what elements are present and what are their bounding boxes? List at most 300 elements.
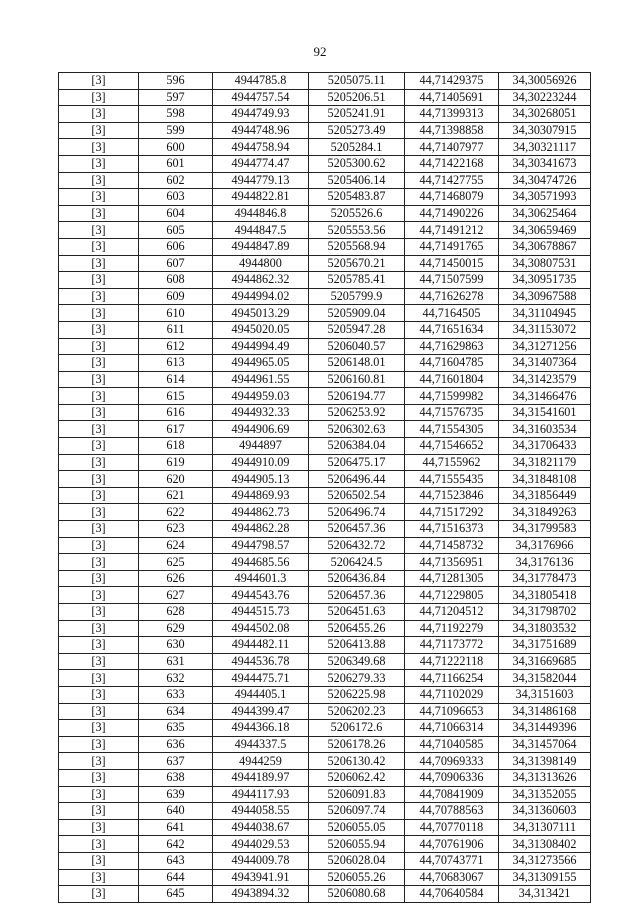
x-coordinate-cell: 4944862.32 [213, 272, 309, 289]
y-coordinate-cell: 5206279.33 [309, 670, 405, 687]
x-coordinate-cell: 4944959.03 [213, 388, 309, 405]
point-number-cell: 599 [139, 122, 213, 139]
y-coordinate-cell: 5206457.36 [309, 587, 405, 604]
x-coordinate-cell: 4944366.18 [213, 720, 309, 737]
latitude-cell: 44,70788563 [405, 803, 499, 820]
y-coordinate-cell: 5206160.81 [309, 371, 405, 388]
point-number-cell: 600 [139, 139, 213, 156]
y-coordinate-cell: 5206349.68 [309, 653, 405, 670]
point-number-cell: 637 [139, 753, 213, 770]
table-row [59, 155, 591, 172]
x-coordinate-cell: 4944961.55 [213, 371, 309, 388]
y-coordinate-cell: 5206455.26 [309, 620, 405, 637]
y-coordinate-cell: 5205553.56 [309, 222, 405, 239]
longitude-cell: 34,30474726 [499, 172, 591, 189]
longitude-cell: 34,30951735 [499, 272, 591, 289]
table-row [59, 438, 591, 455]
x-coordinate-cell: 4944749.93 [213, 106, 309, 123]
source-ref-cell: [3] [59, 172, 139, 189]
point-number-cell: 636 [139, 736, 213, 753]
source-ref-cell: [3] [59, 189, 139, 206]
longitude-cell: 34,31449396 [499, 720, 591, 737]
longitude-cell: 34,31313626 [499, 769, 591, 786]
y-coordinate-cell: 5206451.63 [309, 604, 405, 621]
y-coordinate-cell: 5205526.6 [309, 205, 405, 222]
x-coordinate-cell: 4944910.09 [213, 454, 309, 471]
x-coordinate-cell: 4944758.94 [213, 139, 309, 156]
x-coordinate-cell: 4944847.5 [213, 222, 309, 239]
table-row [59, 89, 591, 106]
point-number-cell: 641 [139, 819, 213, 836]
latitude-cell: 44,71204512 [405, 604, 499, 621]
point-number-cell: 631 [139, 653, 213, 670]
point-number-cell: 603 [139, 189, 213, 206]
y-coordinate-cell: 5206080.68 [309, 886, 405, 903]
source-ref-cell: [3] [59, 238, 139, 255]
source-ref-cell: [3] [59, 106, 139, 123]
longitude-cell: 34,3176136 [499, 554, 591, 571]
longitude-cell: 34,31848108 [499, 471, 591, 488]
table-row [59, 769, 591, 786]
source-ref-cell: [3] [59, 404, 139, 421]
latitude-cell: 44,71490226 [405, 205, 499, 222]
latitude-cell: 44,71166254 [405, 670, 499, 687]
point-number-cell: 626 [139, 570, 213, 587]
x-coordinate-cell: 4944757.54 [213, 89, 309, 106]
y-coordinate-cell: 5206178.26 [309, 736, 405, 753]
source-ref-cell: [3] [59, 753, 139, 770]
table-row [59, 886, 591, 903]
x-coordinate-cell: 4944502.08 [213, 620, 309, 637]
longitude-cell: 34,30307915 [499, 122, 591, 139]
source-ref-cell: [3] [59, 703, 139, 720]
x-coordinate-cell: 4944482.11 [213, 637, 309, 654]
point-number-cell: 610 [139, 305, 213, 322]
longitude-cell: 34,30571993 [499, 189, 591, 206]
longitude-cell: 34,31104945 [499, 305, 591, 322]
latitude-cell: 44,7164505 [405, 305, 499, 322]
table-row [59, 454, 591, 471]
table-row [59, 686, 591, 703]
y-coordinate-cell: 5206130.42 [309, 753, 405, 770]
point-number-cell: 643 [139, 852, 213, 869]
source-ref-cell: [3] [59, 620, 139, 637]
y-coordinate-cell: 5205206.51 [309, 89, 405, 106]
x-coordinate-cell: 4944932.33 [213, 404, 309, 421]
x-coordinate-cell: 4944994.02 [213, 288, 309, 305]
y-coordinate-cell: 5206496.44 [309, 471, 405, 488]
source-ref-cell: [3] [59, 454, 139, 471]
table-row [59, 703, 591, 720]
table-row [59, 73, 591, 90]
point-number-cell: 618 [139, 438, 213, 455]
longitude-cell: 34,31803532 [499, 620, 591, 637]
x-coordinate-cell: 4944399.47 [213, 703, 309, 720]
table-row [59, 471, 591, 488]
source-ref-cell: [3] [59, 487, 139, 504]
point-number-cell: 596 [139, 73, 213, 90]
latitude-cell: 44,71173772 [405, 637, 499, 654]
latitude-cell: 44,71516373 [405, 521, 499, 538]
x-coordinate-cell: 4944515.73 [213, 604, 309, 621]
longitude-cell: 34,31352055 [499, 786, 591, 803]
x-coordinate-cell: 4944994.49 [213, 338, 309, 355]
latitude-cell: 44,71507599 [405, 272, 499, 289]
source-ref-cell: [3] [59, 205, 139, 222]
source-ref-cell: [3] [59, 819, 139, 836]
x-coordinate-cell: 4944475.71 [213, 670, 309, 687]
longitude-cell: 34,30659469 [499, 222, 591, 239]
latitude-cell: 44,71427755 [405, 172, 499, 189]
point-number-cell: 624 [139, 537, 213, 554]
point-number-cell: 608 [139, 272, 213, 289]
longitude-cell: 34,31308402 [499, 836, 591, 853]
point-number-cell: 642 [139, 836, 213, 853]
x-coordinate-cell: 4944117.93 [213, 786, 309, 803]
source-ref-cell: [3] [59, 720, 139, 737]
source-ref-cell: [3] [59, 886, 139, 903]
y-coordinate-cell: 5205075.11 [309, 73, 405, 90]
table-row [59, 587, 591, 604]
longitude-cell: 34,30341673 [499, 155, 591, 172]
point-number-cell: 625 [139, 554, 213, 571]
latitude-cell: 44,71398858 [405, 122, 499, 139]
point-number-cell: 615 [139, 388, 213, 405]
y-coordinate-cell: 5206436.84 [309, 570, 405, 587]
y-coordinate-cell: 5206091.83 [309, 786, 405, 803]
table-row [59, 620, 591, 637]
latitude-cell: 44,71555435 [405, 471, 499, 488]
latitude-cell: 44,71629863 [405, 338, 499, 355]
point-number-cell: 645 [139, 886, 213, 903]
y-coordinate-cell: 5206424.5 [309, 554, 405, 571]
coordinates-table-body [59, 73, 591, 903]
x-coordinate-cell: 4944798.57 [213, 537, 309, 554]
latitude-cell: 44,71229805 [405, 587, 499, 604]
y-coordinate-cell: 5205483.87 [309, 189, 405, 206]
longitude-cell: 34,31398149 [499, 753, 591, 770]
table-row [59, 836, 591, 853]
longitude-cell: 34,31309155 [499, 869, 591, 886]
point-number-cell: 619 [139, 454, 213, 471]
point-number-cell: 612 [139, 338, 213, 355]
latitude-cell: 44,71491765 [405, 238, 499, 255]
source-ref-cell: [3] [59, 521, 139, 538]
latitude-cell: 44,71546652 [405, 438, 499, 455]
source-ref-cell: [3] [59, 637, 139, 654]
source-ref-cell: [3] [59, 355, 139, 372]
latitude-cell: 44,70683067 [405, 869, 499, 886]
x-coordinate-cell: 4944189.97 [213, 769, 309, 786]
longitude-cell: 34,31271256 [499, 338, 591, 355]
point-number-cell: 627 [139, 587, 213, 604]
y-coordinate-cell: 5206062.42 [309, 769, 405, 786]
latitude-cell: 44,71626278 [405, 288, 499, 305]
x-coordinate-cell: 4944536.78 [213, 653, 309, 670]
longitude-cell: 34,31849263 [499, 504, 591, 521]
y-coordinate-cell: 5205785.41 [309, 272, 405, 289]
point-number-cell: 598 [139, 106, 213, 123]
latitude-cell: 44,7155962 [405, 454, 499, 471]
source-ref-cell: [3] [59, 736, 139, 753]
x-coordinate-cell: 4944785.8 [213, 73, 309, 90]
source-ref-cell: [3] [59, 272, 139, 289]
source-ref-cell: [3] [59, 222, 139, 239]
point-number-cell: 630 [139, 637, 213, 654]
x-coordinate-cell: 4944862.28 [213, 521, 309, 538]
table-row [59, 736, 591, 753]
y-coordinate-cell: 5206302.63 [309, 421, 405, 438]
point-number-cell: 639 [139, 786, 213, 803]
y-coordinate-cell: 5205300.62 [309, 155, 405, 172]
source-ref-cell: [3] [59, 288, 139, 305]
y-coordinate-cell: 5205947.28 [309, 321, 405, 338]
latitude-cell: 44,71601804 [405, 371, 499, 388]
table-row [59, 803, 591, 820]
x-coordinate-cell: 4944405.1 [213, 686, 309, 703]
longitude-cell: 34,30807531 [499, 255, 591, 272]
x-coordinate-cell: 4944748.96 [213, 122, 309, 139]
point-number-cell: 606 [139, 238, 213, 255]
y-coordinate-cell: 5206055.26 [309, 869, 405, 886]
source-ref-cell: [3] [59, 587, 139, 604]
longitude-cell: 34,31407364 [499, 355, 591, 372]
longitude-cell: 34,30056926 [499, 73, 591, 90]
y-coordinate-cell: 5206055.94 [309, 836, 405, 853]
latitude-cell: 44,71192279 [405, 620, 499, 637]
y-coordinate-cell: 5206432.72 [309, 537, 405, 554]
point-number-cell: 620 [139, 471, 213, 488]
point-number-cell: 604 [139, 205, 213, 222]
table-row [59, 139, 591, 156]
latitude-cell: 44,71407977 [405, 139, 499, 156]
source-ref-cell: [3] [59, 305, 139, 322]
table-row [59, 338, 591, 355]
longitude-cell: 34,31603534 [499, 421, 591, 438]
latitude-cell: 44,71491212 [405, 222, 499, 239]
point-number-cell: 605 [139, 222, 213, 239]
longitude-cell: 34,31798702 [499, 604, 591, 621]
longitude-cell: 34,31821179 [499, 454, 591, 471]
point-number-cell: 597 [139, 89, 213, 106]
table-row [59, 554, 591, 571]
table-row [59, 521, 591, 538]
table-row [59, 819, 591, 836]
longitude-cell: 34,30625464 [499, 205, 591, 222]
y-coordinate-cell: 5206253.92 [309, 404, 405, 421]
longitude-cell: 34,31153072 [499, 321, 591, 338]
y-coordinate-cell: 5205406.14 [309, 172, 405, 189]
y-coordinate-cell: 5206040.57 [309, 338, 405, 355]
point-number-cell: 611 [139, 321, 213, 338]
point-number-cell: 644 [139, 869, 213, 886]
table-row [59, 670, 591, 687]
table-row [59, 321, 591, 338]
longitude-cell: 34,30268051 [499, 106, 591, 123]
x-coordinate-cell: 4944905.13 [213, 471, 309, 488]
point-number-cell: 602 [139, 172, 213, 189]
table-row [59, 852, 591, 869]
latitude-cell: 44,71468079 [405, 189, 499, 206]
table-row [59, 205, 591, 222]
x-coordinate-cell: 4944337.5 [213, 736, 309, 753]
latitude-cell: 44,71576735 [405, 404, 499, 421]
table-row [59, 637, 591, 654]
longitude-cell: 34,31466476 [499, 388, 591, 405]
latitude-cell: 44,71405691 [405, 89, 499, 106]
x-coordinate-cell: 4944029.53 [213, 836, 309, 853]
x-coordinate-cell: 4944543.76 [213, 587, 309, 604]
longitude-cell: 34,31541601 [499, 404, 591, 421]
table-row [59, 272, 591, 289]
latitude-cell: 44,71356951 [405, 554, 499, 571]
latitude-cell: 44,71604785 [405, 355, 499, 372]
source-ref-cell: [3] [59, 537, 139, 554]
source-ref-cell: [3] [59, 388, 139, 405]
x-coordinate-cell: 4944897 [213, 438, 309, 455]
x-coordinate-cell: 4945013.29 [213, 305, 309, 322]
x-coordinate-cell: 4944779.13 [213, 172, 309, 189]
source-ref-cell: [3] [59, 371, 139, 388]
y-coordinate-cell: 5205670.21 [309, 255, 405, 272]
source-ref-cell: [3] [59, 852, 139, 869]
longitude-cell: 34,31582044 [499, 670, 591, 687]
source-ref-cell: [3] [59, 471, 139, 488]
x-coordinate-cell: 4944601.3 [213, 570, 309, 587]
table-row [59, 222, 591, 239]
x-coordinate-cell: 4945020.05 [213, 321, 309, 338]
source-ref-cell: [3] [59, 869, 139, 886]
source-ref-cell: [3] [59, 653, 139, 670]
y-coordinate-cell: 5206028.04 [309, 852, 405, 869]
latitude-cell: 44,70770118 [405, 819, 499, 836]
longitude-cell: 34,3176966 [499, 537, 591, 554]
latitude-cell: 44,71040585 [405, 736, 499, 753]
point-number-cell: 607 [139, 255, 213, 272]
table-row [59, 604, 591, 621]
y-coordinate-cell: 5206384.04 [309, 438, 405, 455]
x-coordinate-cell: 4943894.32 [213, 886, 309, 903]
point-number-cell: 601 [139, 155, 213, 172]
point-number-cell: 616 [139, 404, 213, 421]
source-ref-cell: [3] [59, 155, 139, 172]
table-row [59, 371, 591, 388]
source-ref-cell: [3] [59, 670, 139, 687]
point-number-cell: 621 [139, 487, 213, 504]
latitude-cell: 44,71096653 [405, 703, 499, 720]
latitude-cell: 44,71429375 [405, 73, 499, 90]
y-coordinate-cell: 5206172.6 [309, 720, 405, 737]
latitude-cell: 44,71222118 [405, 653, 499, 670]
x-coordinate-cell: 4944038.67 [213, 819, 309, 836]
source-ref-cell: [3] [59, 338, 139, 355]
latitude-cell: 44,71517292 [405, 504, 499, 521]
point-number-cell: 633 [139, 686, 213, 703]
y-coordinate-cell: 5206055.05 [309, 819, 405, 836]
x-coordinate-cell: 4944685.56 [213, 554, 309, 571]
source-ref-cell: [3] [59, 554, 139, 571]
table-row [59, 172, 591, 189]
latitude-cell: 44,71399313 [405, 106, 499, 123]
point-number-cell: 623 [139, 521, 213, 538]
table-row [59, 753, 591, 770]
latitude-cell: 44,71450015 [405, 255, 499, 272]
source-ref-cell: [3] [59, 421, 139, 438]
y-coordinate-cell: 5206097.74 [309, 803, 405, 820]
latitude-cell: 44,70640584 [405, 886, 499, 903]
longitude-cell: 34,31856449 [499, 487, 591, 504]
y-coordinate-cell: 5205284.1 [309, 139, 405, 156]
latitude-cell: 44,71554305 [405, 421, 499, 438]
table-row [59, 288, 591, 305]
table-row [59, 122, 591, 139]
y-coordinate-cell: 5205568.94 [309, 238, 405, 255]
latitude-cell: 44,71599982 [405, 388, 499, 405]
longitude-cell: 34,31799583 [499, 521, 591, 538]
point-number-cell: 617 [139, 421, 213, 438]
source-ref-cell: [3] [59, 438, 139, 455]
table-row [59, 355, 591, 372]
table-row [59, 537, 591, 554]
y-coordinate-cell: 5205273.49 [309, 122, 405, 139]
x-coordinate-cell: 4943941.91 [213, 869, 309, 886]
y-coordinate-cell: 5206457.36 [309, 521, 405, 538]
latitude-cell: 44,71066314 [405, 720, 499, 737]
table-row [59, 255, 591, 272]
longitude-cell: 34,30678867 [499, 238, 591, 255]
y-coordinate-cell: 5205799.9 [309, 288, 405, 305]
longitude-cell: 34,31360603 [499, 803, 591, 820]
coordinates-table [58, 72, 591, 903]
longitude-cell: 34,31751689 [499, 637, 591, 654]
latitude-cell: 44,71458732 [405, 537, 499, 554]
table-row [59, 189, 591, 206]
x-coordinate-cell: 4944862.73 [213, 504, 309, 521]
x-coordinate-cell: 4944906.69 [213, 421, 309, 438]
latitude-cell: 44,71422168 [405, 155, 499, 172]
point-number-cell: 622 [139, 504, 213, 521]
y-coordinate-cell: 5206148.01 [309, 355, 405, 372]
point-number-cell: 628 [139, 604, 213, 621]
x-coordinate-cell: 4944800 [213, 255, 309, 272]
x-coordinate-cell: 4944846.8 [213, 205, 309, 222]
source-ref-cell: [3] [59, 570, 139, 587]
y-coordinate-cell: 5206225.98 [309, 686, 405, 703]
longitude-cell: 34,31273566 [499, 852, 591, 869]
point-number-cell: 634 [139, 703, 213, 720]
table-row [59, 570, 591, 587]
y-coordinate-cell: 5205241.91 [309, 106, 405, 123]
latitude-cell: 44,70841909 [405, 786, 499, 803]
x-coordinate-cell: 4944259 [213, 753, 309, 770]
source-ref-cell: [3] [59, 769, 139, 786]
y-coordinate-cell: 5206202.23 [309, 703, 405, 720]
source-ref-cell: [3] [59, 255, 139, 272]
latitude-cell: 44,70743771 [405, 852, 499, 869]
y-coordinate-cell: 5205909.04 [309, 305, 405, 322]
latitude-cell: 44,71281305 [405, 570, 499, 587]
source-ref-cell: [3] [59, 321, 139, 338]
longitude-cell: 34,30223244 [499, 89, 591, 106]
table-row [59, 487, 591, 504]
x-coordinate-cell: 4944965.05 [213, 355, 309, 372]
point-number-cell: 629 [139, 620, 213, 637]
source-ref-cell: [3] [59, 786, 139, 803]
latitude-cell: 44,71102029 [405, 686, 499, 703]
longitude-cell: 34,31669685 [499, 653, 591, 670]
longitude-cell: 34,31778473 [499, 570, 591, 587]
longitude-cell: 34,31307111 [499, 819, 591, 836]
